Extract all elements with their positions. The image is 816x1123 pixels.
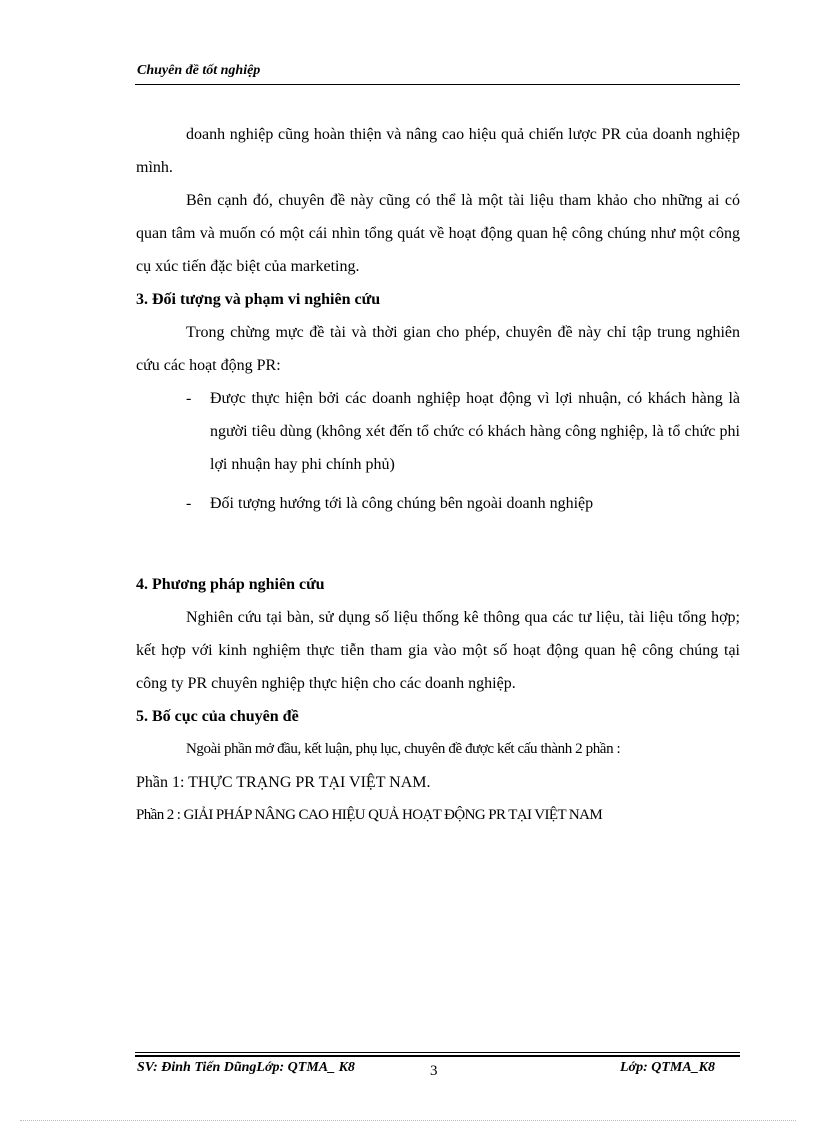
footer-class: Lớp: QTMA_K8 — [620, 1060, 716, 1075]
paragraph-scope: Trong chừng mực đề tài và thời gian cho phép, chuyên đề này chỉ tập trung nghiên cứu các hoạt động PR: — [136, 324, 740, 374]
list-item — [136, 487, 740, 520]
list-item-text: Được thực hiện bởi các doanh nghiệp hoạt động vì lợi nhuận, có khách hàng là người tiêu dùng (không xét đến tổ chức có khách hàng công nghiệp, là tổ chức phi lợi nhuận hay phi chính phủ) — [210, 390, 740, 473]
paragraph-continuation: doanh nghiệp cũng hoàn thiện và nâng cao hiệu quả chiến lược PR của doanh nghiệp mình. — [136, 126, 740, 176]
bullet-marker: - — [186, 390, 192, 407]
paragraph-method: Nghiên cứu tại bàn, sử dụng số liệu thống kê thông qua các tư liệu, tài liệu tổng hợp; kết hợp với kinh nghiệm thực tiễn tham gia vào một số hoạt động quan hệ công chúng tại công ty PR chuyên nghiệp thực hiện cho các doanh nghiệp. — [136, 609, 740, 692]
page-boundary — [20, 1120, 796, 1121]
page-number: 3 — [430, 1063, 438, 1079]
section-heading-5: 5. Bố cục của chuyên đề — [136, 708, 299, 725]
footer-rule — [135, 1052, 740, 1053]
bullet-marker: - — [186, 495, 192, 512]
footer-student: SV: Đinh Tiến DũngLớp: QTMA_ K8 — [137, 1060, 355, 1075]
list-item — [136, 382, 740, 481]
document-body — [136, 118, 740, 832]
part-2-line: Phần 2 : GIẢI PHÁP NÂNG CAO HIỆU QUẢ HOẠT ĐỘNG PR TẠI VIỆT NAM — [136, 807, 603, 823]
section-heading-4: 4. Phương pháp nghiên cứu — [136, 576, 325, 593]
paragraph-structure: Ngoài phần mở đầu, kết luận, phụ lục, chuyên đề được kết cấu thành 2 phần : — [186, 741, 621, 757]
header-rule — [135, 84, 740, 85]
footer-rule-thick — [135, 1055, 740, 1057]
section-heading-3: 3. Đối tượng và phạm vi nghiên cứu — [136, 291, 381, 308]
header-title: Chuyên đề tốt nghiệp — [137, 63, 261, 78]
part-1-line: Phần 1: THỰC TRẠNG PR TẠI VIỆT NAM. — [136, 774, 431, 791]
paragraph-reference: Bên cạnh đó, chuyên đề này cũng có thể là một tài liệu tham khảo cho những ai có quan tâm và muốn có một cái nhìn tổng quát về hoạt động quan hệ công chúng như một công cụ xúc tiến đặc biệt của marketing. — [136, 192, 740, 275]
list-item-text: Đối tượng hướng tới là công chúng bên ngoài doanh nghiệp — [210, 495, 594, 512]
